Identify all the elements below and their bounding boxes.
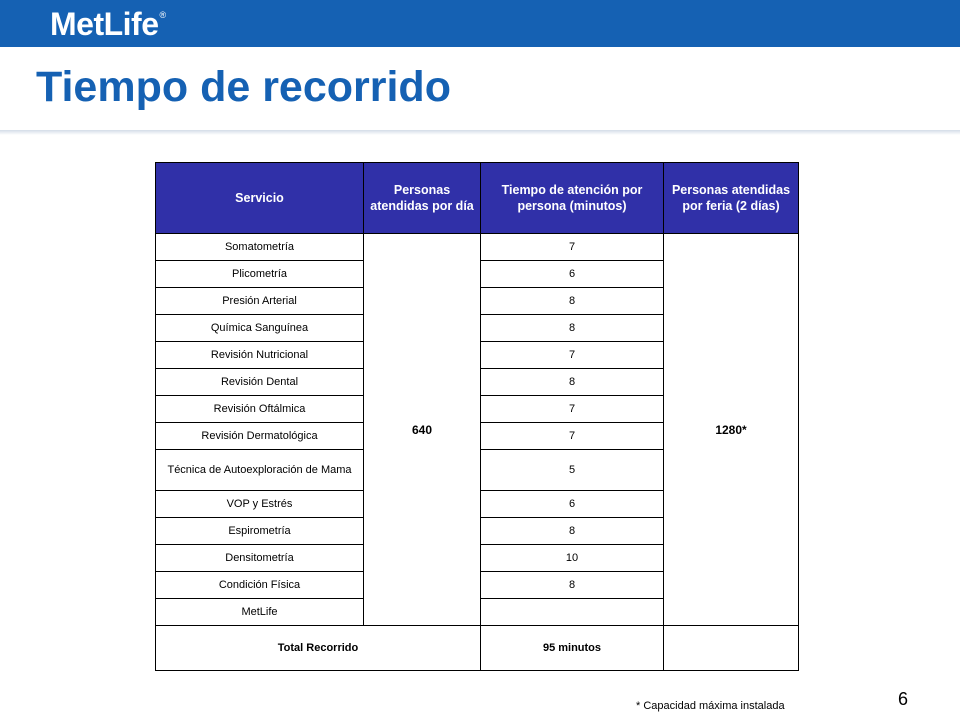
- tiempo-cell: 7: [481, 234, 664, 261]
- tiempo-cell: 8: [481, 572, 664, 599]
- servicio-cell: Revisión Oftálmica: [156, 396, 364, 423]
- brand-bar: [0, 0, 960, 47]
- page-number: 6: [898, 689, 909, 709]
- servicio-cell: Plicometría: [156, 261, 364, 288]
- servicio-cell: Química Sanguínea: [156, 315, 364, 342]
- tiempo-cell: 6: [481, 261, 664, 288]
- servicio-cell: Presión Arterial: [156, 288, 364, 315]
- tiempo-cell: 7: [481, 396, 664, 423]
- servicio-cell: Condición Física: [156, 572, 364, 599]
- total-empty-cell: [664, 626, 799, 671]
- tiempo-cell: 10: [481, 545, 664, 572]
- servicio-cell: Somatometría: [156, 234, 364, 261]
- tiempo-cell: [481, 599, 664, 626]
- header-tiempo-atencion: Tiempo de atención por persona (minutos): [481, 163, 664, 234]
- servicio-cell: Densitometría: [156, 545, 364, 572]
- personas-feria-value: 1280*: [664, 234, 799, 626]
- personas-dia-value: 640: [364, 234, 481, 626]
- servicio-cell: Revisión Dermatológica: [156, 423, 364, 450]
- header-personas-dia: Personas atendidas por día: [364, 163, 481, 234]
- servicio-cell: VOP y Estrés: [156, 491, 364, 518]
- total-row: [156, 626, 799, 671]
- tiempo-cell: 7: [481, 342, 664, 369]
- servicio-cell: Revisión Dental: [156, 369, 364, 396]
- title-divider: [0, 130, 960, 135]
- servicio-cell: MetLife: [156, 599, 364, 626]
- tiempo-cell: 8: [481, 369, 664, 396]
- footnote: * Capacidad máxima instalada: [636, 700, 785, 712]
- tiempo-cell: 6: [481, 491, 664, 518]
- slide-title: Tiempo de recorrido: [36, 63, 451, 111]
- travel-time-table: [155, 162, 799, 671]
- total-label: Total Recorrido: [156, 626, 481, 671]
- header-servicio: Servicio: [156, 163, 364, 234]
- table-header-row: [156, 163, 799, 234]
- servicio-cell: Espirometría: [156, 518, 364, 545]
- tiempo-cell: 8: [481, 288, 664, 315]
- servicio-cell: Revisión Nutricional: [156, 342, 364, 369]
- servicio-cell: Técnica de Autoexploración de Mama: [156, 450, 364, 491]
- tiempo-cell: 8: [481, 518, 664, 545]
- tiempo-cell: 7: [481, 423, 664, 450]
- metlife-logo: MetLife®: [50, 6, 166, 42]
- tiempo-cell: 8: [481, 315, 664, 342]
- table-row: [156, 234, 799, 261]
- tiempo-cell: 5: [481, 450, 664, 491]
- total-value: 95 minutos: [481, 626, 664, 671]
- header-personas-feria: Personas atendidas por feria (2 días): [664, 163, 799, 234]
